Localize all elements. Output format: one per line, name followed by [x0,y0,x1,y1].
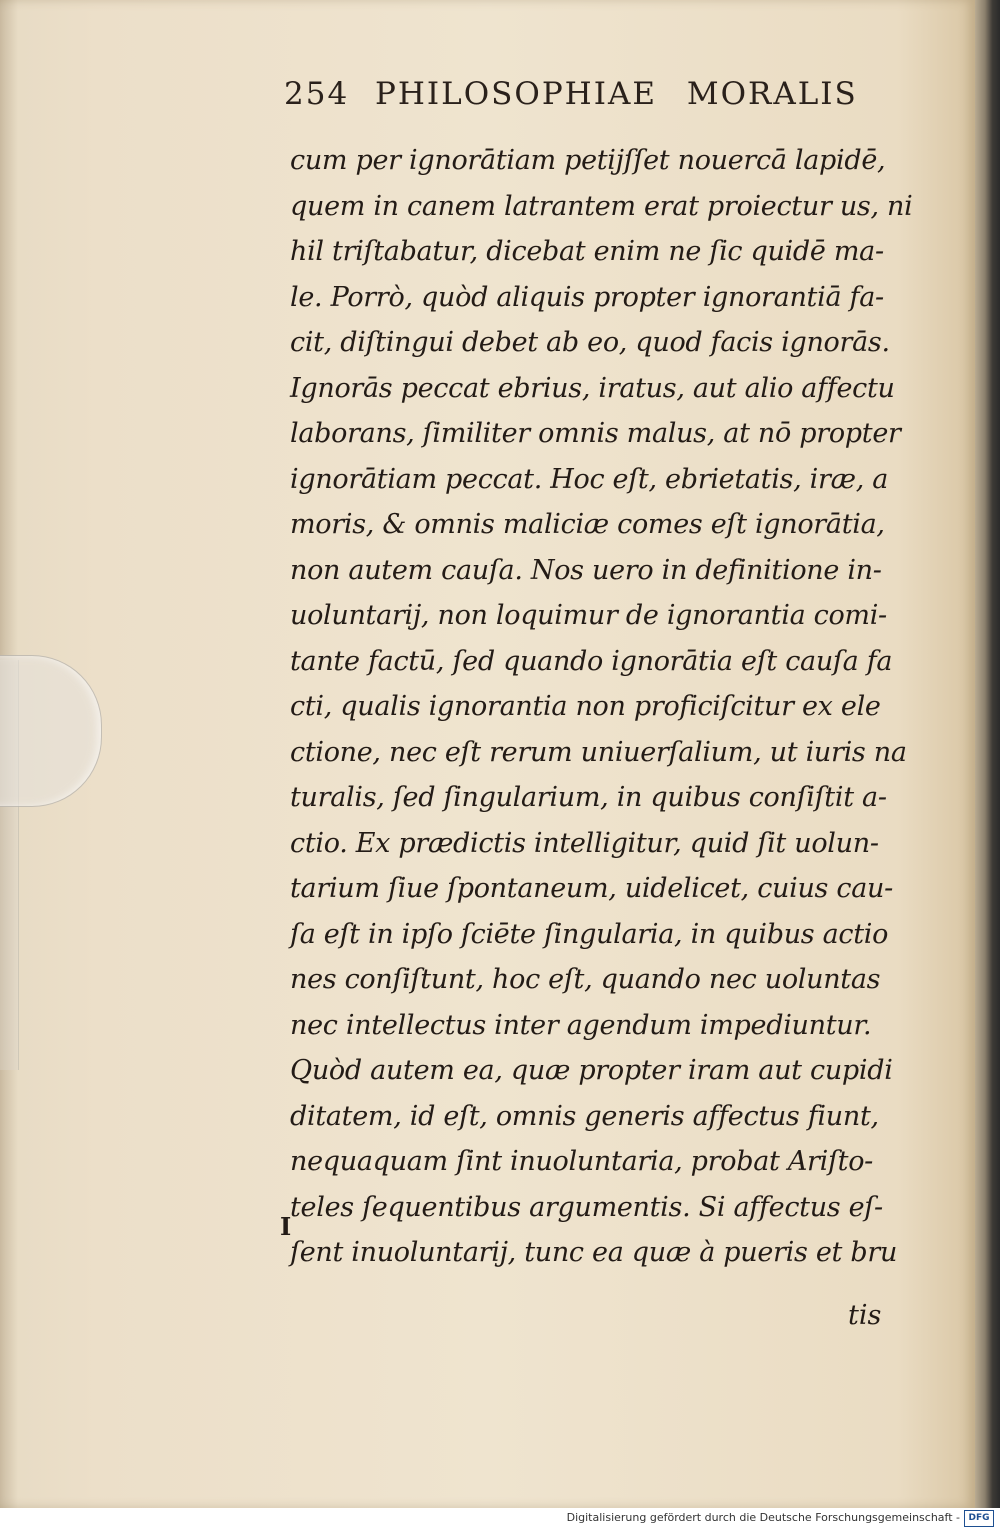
body-text-block [290,138,913,1276]
text-line: ctione, nec eſt rerum uniuerſalium, ut iuris na [290,736,907,768]
text-line: cit, diſtingui debet ab eo, quod facis ignorās. [290,327,890,358]
running-title: PHILOSOPHIAE MORALIS [375,76,858,112]
margin-mark: I [280,1212,292,1241]
text-line: nes conſiſtunt, hoc eſt, quando nec uoluntas [290,964,881,995]
text-line: Ignorās peccat ebrius, iratus, aut alio affectu [290,372,895,404]
text-line: ſa eſt in ipſo ſciēte ſingularia, in quibus actio [290,918,889,950]
text-line: tarium ſiue ſpontaneum, uidelicet, cuius cau- [290,873,893,904]
page-edge-shadow [975,0,1000,1508]
text-line: moris, & omnis maliciæ comes eſt ignorātia, [290,509,885,540]
page-holder-clip [0,655,102,807]
text-line: ignorātiam peccat. Hoc eſt, ebrietatis, iræ, a [290,463,889,495]
text-line: turalis, ſed ſingularium, in quibus conſiſtit a- [290,782,887,813]
catchword: tis [848,1300,882,1331]
dfg-logo-icon: DFG [964,1510,994,1527]
footer-credit: Digitalisierung gefördert durch die Deutsche Forschungsgemeinschaft - [566,1511,960,1524]
text-line: Quòd autem ea, quæ propter iram aut cupidi [290,1055,893,1086]
text-line: cti, qualis ignorantia non proficiſcitur ex ele [290,691,881,722]
page-number: 254 [284,76,350,112]
text-line: uoluntarij, non loquimur de ignorantia comi- [290,600,887,631]
text-line: nec intellectus inter agendum impediuntur. [290,1009,872,1041]
text-line: laborans, ſimiliter omnis malus, at nō propter [290,418,901,449]
text-line: le. Porrò, quòd aliquis propter ignorantiā fa- [290,281,884,313]
text-line: ditatem, id eſt, omnis generis affectus fiunt, [290,1100,879,1132]
text-line: non autem cauſa. Nos uero in definitione in- [290,554,882,586]
text-line: ſent inuoluntarij, tunc ea quæ à pueris et bru [290,1237,898,1268]
text-line: hil triſtabatur, dicebat enim ne ſic quidē ma- [290,236,884,267]
text-line: tante factū, ſed quando ignorātia eſt cauſa fa [290,645,893,677]
text-line: quem in canem latrantem erat proiectur us, ni [290,190,913,222]
text-line: teles ſequentibus argumentis. Si affectus eſ- [290,1191,883,1223]
text-line: cum per ignorātiam petijſſet nouercā lapidē, [290,145,886,176]
text-line: ctio. Ex prædictis intelligitur, quid ſit uolun- [290,827,879,859]
running-header [284,76,884,112]
text-line: nequaquam ſint inuoluntaria, probat Ariſto- [290,1146,873,1177]
